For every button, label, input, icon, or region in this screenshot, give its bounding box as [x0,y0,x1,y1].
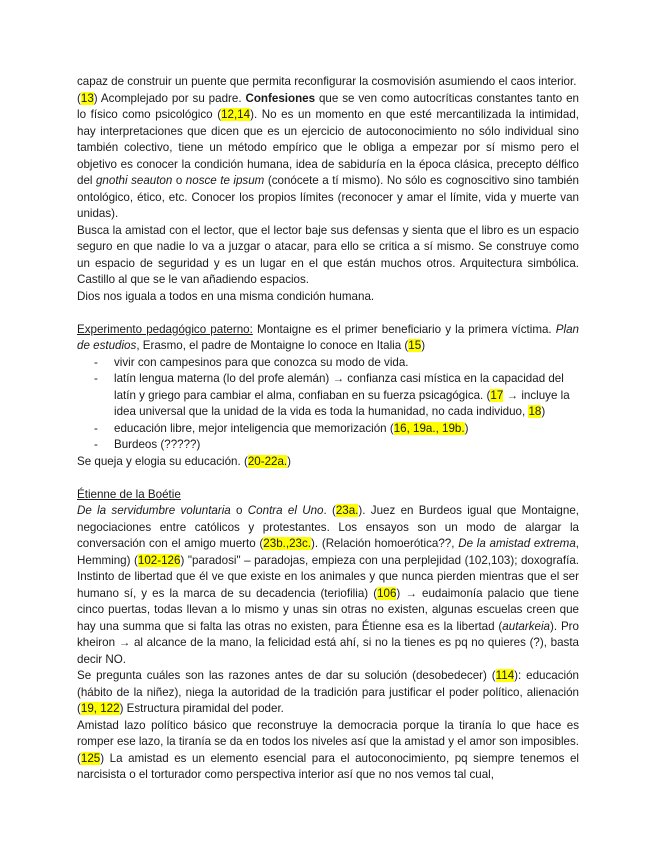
paragraph-lazo [77,718,579,784]
text: capaz de construir un puente que permita reconfigurar la cosmovisión asumiendo el caos interior. [77,75,577,88]
blank-line [77,305,579,322]
text: Se queja y elogia su educación. ( [77,454,248,468]
text: educación libre, mejor inteligencia que memorización ( [114,421,394,435]
text: ). No es un momento en que esté mercantilizada la intimidad, hay interpretaciones que dicen que es un ejercicio de autoconocimiento no sólo individual sino también colectivo, tiene un método empírico que le obliga a empezar por sí mismo pero el objetivo es conocer la condición humana, idea de sabiduría en la época clásica, precepto délfico del [77,108,579,187]
text: ). (Relación homoerótica??, [311,537,459,550]
paragraph-amistad: Busca la amistad con el lector, que el lector baje sus defensas y sienta que el libro es un espacio seguro en que nadie lo va a juzgar o atacar, para ello se critica a sí mismo. Se construye como un espacio de seguridad y es un lugar en el que están muchos otros. Arquitectura simbólica. Castillo al que se le van añadiendo espacios. [77,223,579,286]
text: ) [541,405,546,418]
paragraph-dios: Dios nos iguala a todos en una misma condición humana. [77,289,375,303]
highlight-ref: 23a. [335,504,359,517]
text: (conócete a tí mismo). No sólo es cognoscitivo sino también ontológico, ético, etc. Conocer los propios límites (reconocer y amar el límite, vida y muerte van unidas). [77,174,580,220]
text: ) Estructura piramidal del poder. [119,702,284,715]
text: latín lengua materna (lo del profe alemán) → confianza casi mística en la capacidad del latín y griego para cambiar el alma, confiaban en su fuerza psicagógica. ( [114,372,564,402]
text: Se pregunta cuáles son las razones antes de dar su solución (desobedecer) ( [77,669,496,682]
paragraph-pregunta [77,668,579,718]
text: ). Pro kheiron → al alcance de la mano, la felicidad está ahí, si no la tienes es pq no quieres (?), basta decir NO. [77,619,579,666]
text: , Erasmo, el padre de Montaigne lo conoce en Italia ( [136,339,409,352]
highlight-ref: 17 [490,388,504,402]
section-heading: Experimento pedagógico paterno: [77,322,253,336]
highlight-ref: 15 [408,339,422,352]
paragraph-intro [77,74,579,91]
text: Amistad lazo político básico que reconstruye la democracia porque la tiranía lo que hace es romper ese lazo, la tiranía se da en todos los niveles así que la amistad y el amor son imposibles.( [77,718,580,765]
italic-term: nosce te ipsum [185,174,265,187]
text: Montaigne es el primer beneficiario y la primera víctima. [252,322,556,336]
italic-term: Contra el Uno [247,504,324,517]
highlight-ref: 16, 19a., 19b. [393,421,465,435]
text: ) Acomplejado por su padre. [93,91,246,105]
text: ) [421,339,426,352]
list-item [77,355,579,372]
italic-term: De la servidumbre voluntaria [77,504,231,517]
highlight-ref: 20-22a. [247,454,288,468]
paragraph-confesiones: (13) Acomplejado por su padre. Confesiones que se ven como autocríticas constantes tanto en lo físico como psicológico (12,14). No es un momento en que esté mercantilizada la intimidad, hay interpretaciones que dicen que es un ejercicio de autoconocimiento no sólo individual sino también colectivo, tiene un método empírico que le obliga a empezar por sí mismo pero el objetivo es conocer la condición humana, idea de sabiduría en la época clásica, precepto délfico del gnothi seauton o nosce te ipsum (conócete a tí mismo). No sólo es cognoscitivo sino también ontológico, ético, etc. Conocer los propios límites (reconocer y amar el límite, vida y muerte van unidas). [77,91,580,220]
highlight-ref: 12,14 [221,108,251,121]
highlight-ref: 125 [80,751,101,765]
text: Burdeos (?????) [114,438,201,451]
list-item [77,437,579,454]
text: , Hemming) ( [77,537,580,567]
text: o [172,174,186,187]
dash-list [77,355,579,454]
text: . ( [323,504,336,517]
text: ) [464,421,469,435]
text: vivir con campesinos para que conozca su modo de vida. [114,355,409,369]
highlight-ref: 19, 122 [80,702,120,715]
list-item [77,371,579,421]
text: o [230,504,248,517]
heading-boetie: Étienne de la Boétie [77,487,181,501]
text: ) → eudaimonía palacio que tiene cinco puertas, todas llevan a lo mismo y unas sin otras no existen, algunas escuelas creen que hay una summa que si falta las otras no existen, para Étienne esa es la libertad ( [77,586,580,633]
italic-term: De la amistad extrema [458,537,576,550]
text: ): educación (hábito de la niñez), niega la autoridad de la tradición para justificar el poder político, alienación ( [77,669,579,715]
text: que se ven como autocríticas constantes tanto en lo físico como psicológico ( [77,91,580,121]
blank-line [77,470,579,487]
text: ) La amistad es un elemento esencial para el autoconocimiento, pq siempre tenemos el narcisista o el torturador como perspectiva interior así que no nos vemos tal cual, [77,751,579,781]
text: ) "paradosi" – paradojas, empieza con una perplejidad (102,103); doxografía. Instinto de libertad que él ve que existe en los animales y que nunca pierden mientras que el ser humano sí, y es la marca de su decadencia (teriofilia) ( [77,553,579,600]
highlight-ref: 18 [528,405,542,418]
text: → incluye la idea universal que la unidad de la vida es toda la humanidad, no cada individuo, [114,388,570,418]
highlight-ref: 23b.,23c. [263,537,311,550]
document-page [77,74,579,784]
bold-term: Confesiones [245,91,316,105]
highlight-ref: 114 [495,669,515,682]
text: ) [287,454,292,468]
italic-term: autarkeia [502,619,550,633]
highlight-ref: 106 [377,586,397,600]
text: ). Juez en Burdeos igual que Montaigne, negociaciones entre católicos y protestantes. Los ensayos son un modo de alargar la conversación con el amigo muerto ( [77,504,579,550]
highlight-ref: 102-126 [137,553,181,567]
list-item [77,421,579,438]
paragraph-experimento [77,322,579,355]
highlight-ref: 13 [80,91,94,105]
paragraph-boetie [77,503,579,668]
italic-term: gnothi seauton [95,174,173,187]
italic-term: Plan de estudios [77,322,580,352]
paragraph-queja [77,454,579,471]
